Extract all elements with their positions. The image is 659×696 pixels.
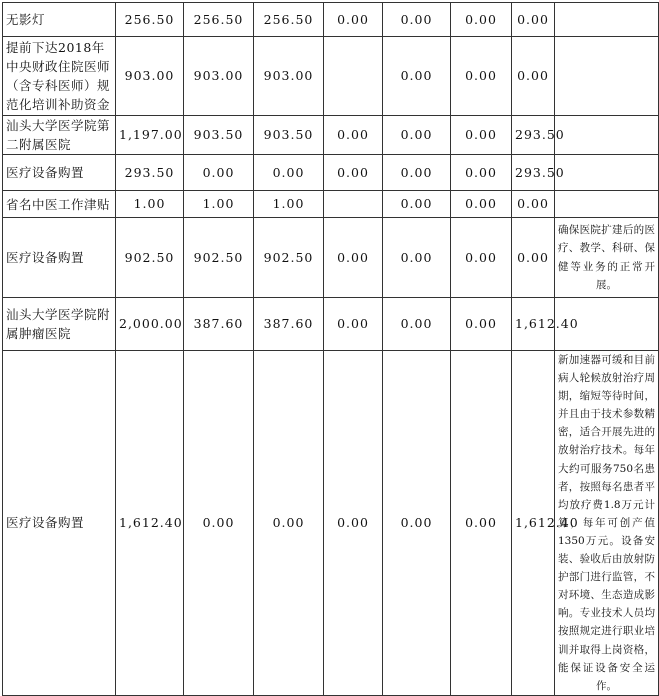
item-name: 汕头大学医学院附属肿瘤医院 [3,298,116,351]
value-cell: 0.00 [451,298,512,351]
table-row [3,218,659,298]
value-cell: 0.00 [383,155,451,191]
value-cell: 1.00 [116,191,184,218]
value-cell: 0.00 [324,116,383,155]
item-name: 无影灯 [3,3,116,37]
value-cell: 1,612.40 [512,298,555,351]
value-cell: 0.00 [324,218,383,298]
value-cell: 0.00 [383,116,451,155]
item-name: 医疗设备购置 [3,218,116,298]
value-cell: 0.00 [324,351,383,696]
value-cell: 0.00 [451,218,512,298]
value-cell: 903.50 [184,116,254,155]
note-cell [555,3,659,37]
note-cell: 确保医院扩建后的医疗、教学、科研、保健等业务的正常开展。 [555,218,659,298]
value-cell: 0.00 [383,191,451,218]
value-cell: 293.50 [512,116,555,155]
value-cell: 0.00 [383,37,451,116]
value-cell: 903.00 [184,37,254,116]
value-cell: 0.00 [451,3,512,37]
value-cell: 387.60 [184,298,254,351]
value-cell: 0.00 [184,351,254,696]
budget-table [2,2,659,696]
value-cell: 0.00 [324,298,383,351]
table-row [3,298,659,351]
value-cell: 903.00 [116,37,184,116]
item-name: 汕头大学医学院第二附属医院 [3,116,116,155]
value-cell: 293.50 [512,155,555,191]
value-cell: 256.50 [254,3,324,37]
table-row [3,351,659,696]
value-cell: 0.00 [324,3,383,37]
value-cell: 903.50 [254,116,324,155]
value-cell: 0.00 [451,37,512,116]
table-row [3,116,659,155]
table-body [3,3,659,696]
value-cell: 0.00 [512,37,555,116]
value-cell: 2,000.00 [116,298,184,351]
value-cell: 902.50 [184,218,254,298]
value-cell: 1.00 [184,191,254,218]
value-cell: 256.50 [184,3,254,37]
value-cell: 293.50 [116,155,184,191]
value-cell: 0.00 [451,191,512,218]
value-cell: 387.60 [254,298,324,351]
value-cell: 902.50 [254,218,324,298]
table-row [3,155,659,191]
value-cell: 0.00 [383,298,451,351]
value-cell [324,37,383,116]
item-name: 提前下达2018年中央财政住院医师（含专科医师）规范化培训补助资金 [3,37,116,116]
item-name: 医疗设备购置 [3,155,116,191]
table-row [3,3,659,37]
note-cell [555,191,659,218]
value-cell: 1,612.40 [116,351,184,696]
value-cell: 0.00 [383,3,451,37]
value-cell: 0.00 [324,155,383,191]
note-cell [555,37,659,116]
value-cell: 0.00 [512,3,555,37]
value-cell: 1.00 [254,191,324,218]
value-cell: 0.00 [184,155,254,191]
item-name: 医疗设备购置 [3,351,116,696]
value-cell: 0.00 [451,351,512,696]
note-cell [555,116,659,155]
value-cell: 0.00 [451,155,512,191]
value-cell: 0.00 [254,351,324,696]
value-cell: 0.00 [512,191,555,218]
table-row [3,191,659,218]
value-cell: 0.00 [254,155,324,191]
value-cell: 1,197.00 [116,116,184,155]
value-cell: 0.00 [451,116,512,155]
value-cell: 0.00 [383,351,451,696]
value-cell: 0.00 [383,218,451,298]
note-cell: 新加速器可缓和目前病人轮候放射治疗周期，缩短等待时间，并且由于技术参数精密，适合开展先进的放射治疗技术。每年大约可服务750名患者，按照每名患者平均放疗费1.8万元计算，每年可创产值1350万元。设备安装、验收后由放射防护部门进行监管，不对环境、生态造成影响。专业技术人员均按照规定进行职业培训并取得上岗资格，能保证设备安全运作。 [555,351,659,696]
value-cell: 902.50 [116,218,184,298]
value-cell: 256.50 [116,3,184,37]
value-cell: 903.00 [254,37,324,116]
note-cell [555,155,659,191]
value-cell: 1,612.40 [512,351,555,696]
table-row [3,37,659,116]
value-cell: 0.00 [512,218,555,298]
item-name: 省名中医工作津贴 [3,191,116,218]
value-cell [324,191,383,218]
